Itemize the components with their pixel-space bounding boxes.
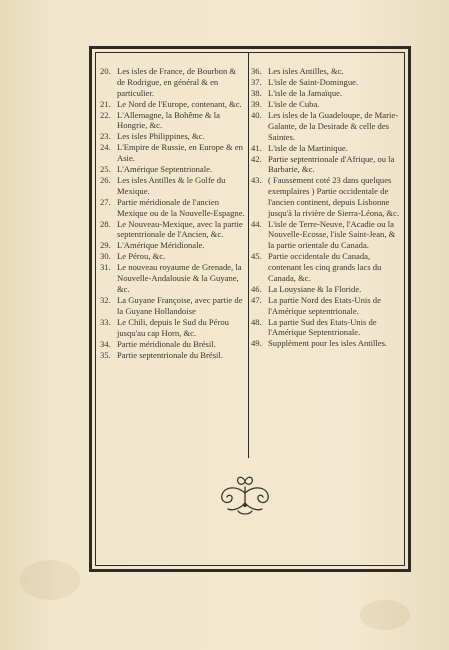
entry-text: La partie Nord des Etats-Unis de l'Amérique septentrionale. bbox=[268, 294, 381, 316]
entry-number: 42. bbox=[251, 153, 262, 164]
list-item bbox=[100, 164, 246, 175]
entry-text: L'Empire de Russie, en Europe & en Asie. bbox=[117, 142, 243, 164]
entry-number: 41. bbox=[251, 142, 262, 153]
list-item bbox=[100, 66, 246, 98]
entry-number: 43. bbox=[251, 175, 262, 186]
list-item bbox=[100, 175, 246, 197]
paper-stain bbox=[360, 600, 410, 630]
list-item bbox=[100, 219, 246, 241]
list-item bbox=[100, 197, 246, 219]
entry-text: L'isle de Saint-Domingue. bbox=[268, 76, 359, 87]
entry-text: La Louysiane & la Floride. bbox=[268, 283, 362, 294]
entry-number: 24. bbox=[100, 142, 111, 153]
entry-text: Le nouveau royaume de Grenade, la Nouvelle-Andalousie & la Guyane, &c. bbox=[117, 262, 242, 294]
column-divider bbox=[248, 52, 249, 458]
list-item bbox=[251, 317, 401, 339]
entry-text: L'isle de la Martinique. bbox=[268, 142, 348, 153]
entry-number: 40. bbox=[251, 109, 262, 120]
entry-text: Le Pérou, &c. bbox=[117, 251, 166, 262]
entry-text: L'isle de la Jamaïque. bbox=[268, 87, 343, 98]
list-item bbox=[100, 339, 246, 350]
entry-number: 48. bbox=[251, 316, 262, 327]
entry-text: L'Amérique Méridionale. bbox=[117, 240, 205, 251]
entry-number: 27. bbox=[100, 196, 111, 207]
entry-text: L'isle de Terre-Neuve, l'Acadie ou la Nouvelle-Ecosse, l'isle Saint-Jean, & la partie orientale du Canada. bbox=[268, 218, 396, 251]
entry-number: 32. bbox=[100, 294, 111, 305]
entry-text: La partie Sud des Etats-Unis de l'Amérique Septentrionale. bbox=[268, 316, 377, 338]
entry-text: Partie méridionale du Brésil. bbox=[117, 338, 216, 349]
entry-text: Le Nouveau-Mexique, avec la partie septentrionale de l'Ancien, &c. bbox=[117, 218, 243, 240]
entry-text: Supplément pour les isles Antilles. bbox=[268, 338, 388, 349]
entry-text: Les isles de France, de Bourbon & de Rodrigue, en général & en particulier. bbox=[117, 66, 237, 98]
entry-number: 31. bbox=[100, 262, 111, 273]
list-item bbox=[251, 143, 401, 154]
list-item bbox=[251, 251, 401, 283]
entry-text: Partie méridionale de l'ancien Mexique ou de la Nouvelle-Espagne. bbox=[117, 196, 245, 218]
entry-number: 49. bbox=[251, 338, 262, 349]
list-item bbox=[100, 350, 246, 361]
entry-text: Les isles Antilles & le Golfe du Mexique. bbox=[117, 175, 226, 196]
entry-text: Partie septentrionale du Brésil. bbox=[117, 349, 223, 360]
entry-number: 39. bbox=[251, 98, 262, 109]
list-item bbox=[100, 110, 246, 132]
list-item bbox=[251, 295, 401, 317]
list-item bbox=[100, 131, 246, 142]
list-item bbox=[251, 175, 401, 218]
list-item bbox=[251, 284, 401, 295]
list-item bbox=[251, 219, 401, 251]
entry-text: L'Allemagne, la Bohême & la Hongrie, &c. bbox=[117, 109, 220, 131]
fleuron-ornament-icon bbox=[214, 473, 276, 519]
entry-number: 44. bbox=[251, 218, 262, 229]
list-item bbox=[100, 317, 246, 339]
list-item bbox=[251, 99, 401, 110]
list-item bbox=[100, 142, 246, 164]
entry-text: Les isles Antilles, &c. bbox=[268, 66, 344, 76]
entry-text: ( Faussement coté 23 dans quelques exemplaires ) Partie occidentale de l'ancien continent, depuis Lisbonne jusqu'à la rivière de Sierra-Léona, &c. bbox=[268, 175, 400, 218]
right-column bbox=[251, 66, 401, 349]
entry-number: 36. bbox=[251, 66, 262, 76]
entry-number: 47. bbox=[251, 294, 262, 305]
entry-text: Le Chili, depuis le Sud du Pérou jusqu'au cap Horn, &c. bbox=[117, 316, 229, 338]
entry-text: Partie occidentale du Canada, contenant les cinq grands lacs du Canada, &c. bbox=[268, 251, 382, 283]
entry-number: 30. bbox=[100, 251, 111, 262]
entry-number: 35. bbox=[100, 349, 111, 360]
entry-text: Les isles de la Guadeloupe, de Marie-Galante, de la Desirade & celle des Saintes. bbox=[268, 109, 399, 142]
entry-number: 34. bbox=[100, 338, 111, 349]
entry-text: Partie septentrionale d'Afrique, ou la Barbarie, &c. bbox=[268, 153, 395, 175]
list-item bbox=[251, 88, 401, 99]
list-item bbox=[251, 77, 401, 88]
list-item bbox=[100, 262, 246, 294]
entry-number: 38. bbox=[251, 87, 262, 98]
entry-number: 33. bbox=[100, 316, 111, 327]
list-item bbox=[251, 338, 401, 349]
list-item bbox=[100, 99, 246, 110]
left-column bbox=[100, 66, 246, 361]
entry-number: 45. bbox=[251, 251, 262, 262]
entry-text: La Guyane Françoise, avec partie de la Guyane Hollandoise bbox=[117, 294, 243, 316]
entry-number: 22. bbox=[100, 109, 111, 120]
list-item bbox=[251, 154, 401, 176]
entry-number: 21. bbox=[100, 98, 111, 109]
list-item bbox=[100, 251, 246, 262]
entry-number: 20. bbox=[100, 66, 111, 76]
entry-number: 28. bbox=[100, 218, 111, 229]
list-item bbox=[251, 66, 401, 77]
list-item bbox=[100, 295, 246, 317]
entry-number: 29. bbox=[100, 240, 111, 251]
entry-number: 26. bbox=[100, 175, 111, 186]
entry-text: L'isle de Cuba. bbox=[268, 98, 320, 109]
list-item bbox=[100, 240, 246, 251]
list-item bbox=[251, 110, 401, 142]
entry-number: 25. bbox=[100, 164, 111, 175]
entry-text: L'Amérique Septentrionale. bbox=[117, 164, 213, 175]
entry-number: 46. bbox=[251, 283, 262, 294]
paper-stain bbox=[20, 560, 80, 600]
entry-text: Les isles Philippines, &c. bbox=[117, 131, 205, 142]
entry-number: 37. bbox=[251, 76, 262, 87]
entry-text: Le Nord de l'Europe, contenant, &c. bbox=[117, 98, 242, 109]
entry-number: 23. bbox=[100, 131, 111, 142]
